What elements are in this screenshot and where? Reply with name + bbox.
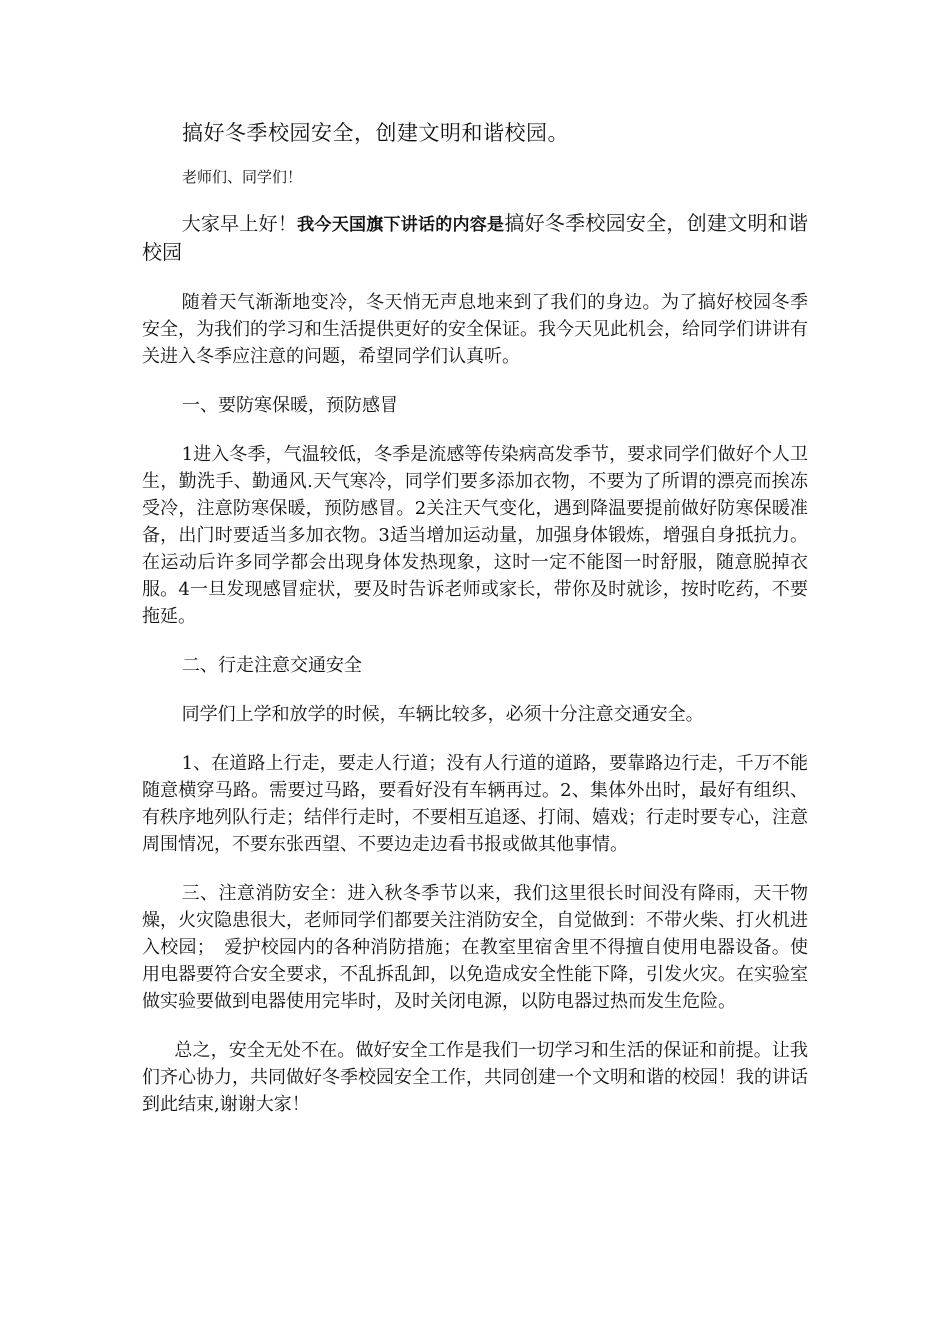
intro-topic: 搞好冬季校园安全，创建文明和谐校园: [142, 211, 808, 264]
section1-heading: 一、要防寒保暖，预防感冒: [182, 395, 398, 416]
intro-paragraph: [142, 210, 808, 267]
intro-bold-text: 我今天国旗下讲话的内容是: [297, 215, 505, 235]
section2-body: 1、在道路上行走，要走人行道；没有人行道的道路，要靠路边行走，千万不能随意横穿马路。需要过马路，要看好没有车辆再过。2、集体外出时，最好有组织、有秩序地列队行走；结伴行走时，不要相互追逐、打闹、嬉戏；行走时要专心，注意周围情况，不要东张西望、不要边走边看书报或做其他事情。: [142, 753, 808, 855]
intro-greeting: 大家早上好！: [181, 213, 298, 235]
paragraph-opening: 随着天气渐渐地变冷，冬天悄无声息地来到了我们的身边。为了搞好校园冬季安全，为我们的学习和生活提供更好的安全保证。我今天见此机会，给同学们讲讲有关进入冬季应注意的问题，希望同学们认真听。: [142, 292, 808, 367]
document-content: [142, 118, 808, 1118]
section2-heading: 二、行走注意交通安全: [182, 655, 362, 676]
closing-paragraph: 总之，安全无处不在。做好安全工作是我们一切学习和生活的保证和前提。让我们齐心协力，共同做好冬季校园安全工作，共同创建一个文明和谐的校园！我的讲话到此结束,谢谢大家！: [142, 1040, 808, 1115]
section3-body: 三、注意消防安全：进入秋冬季节以来，我们这里很长时间没有降雨，天干物燥，火灾隐患很大，老师同学们都要关注消防安全，自觉做到：不带火柴、打火机进入校园； 爱护校园内的各种消防措施；在教室里宿舍里不得擅自使用电器设备。使用电器要符合安全要求，不乱拆乱卸，以免造成安全性能下降，引发火灾。在实验室做实验要做到电器使用完毕时，及时关闭电源，以防电器过热而发生危险。: [142, 883, 808, 1012]
section2-intro: 同学们上学和放学的时候，车辆比较多，必须十分注意交通安全。: [181, 704, 704, 725]
section1-body: 1进入冬季，气温较低，冬季是流感等传染病高发季节，要求同学们做好个人卫生，勤洗手、勤通风.天气寒冷，同学们要多添加衣物，不要为了所谓的漂亮而挨冻受冷，注意防寒保暖，预防感冒。2关注天气变化，遇到降温要提前做好防寒保暖准备，出门时要适当多加衣物。3适当增加运动量，加强身体锻炼，增强自身抵抗力。在运动后许多同学都会出现身体发热现象，这时一定不能图一时舒服，随意脱掉衣服。4一旦发现感冒症状，要及时告诉老师或家长，带你及时就诊，按时吃药，不要拖延。: [142, 444, 808, 627]
greeting: 老师们、同学们！: [182, 168, 303, 186]
document-title: 搞好冬季校园安全，创建文明和谐校园。: [182, 121, 569, 145]
